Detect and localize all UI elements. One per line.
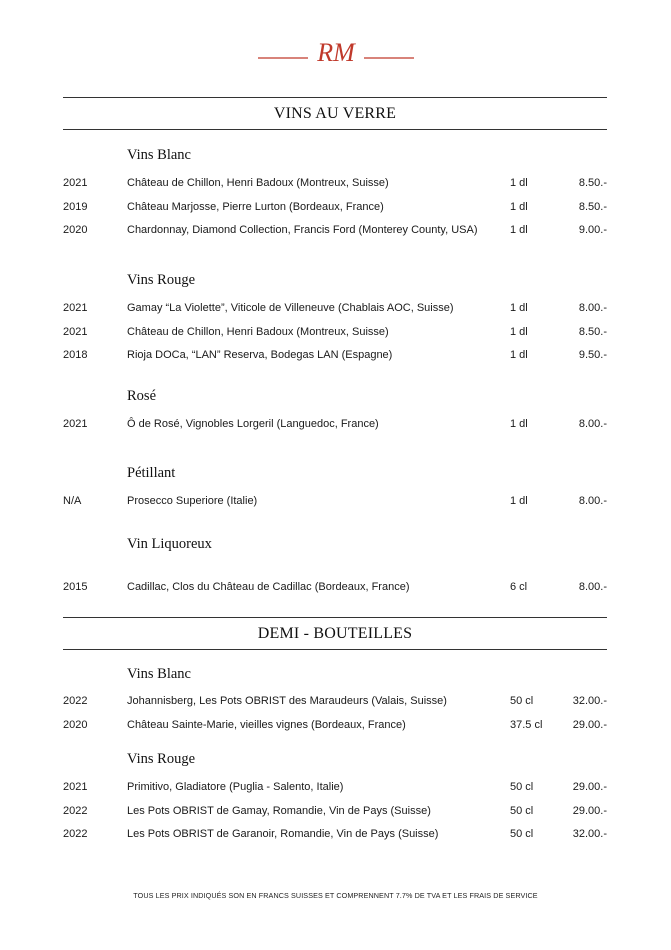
restaurant-logo [0, 34, 671, 74]
wine-quantity: 50 cl [510, 695, 534, 707]
wine-row [63, 781, 607, 799]
wine-year: 2022 [63, 695, 88, 707]
wine-row [63, 581, 607, 599]
wine-quantity: 6 cl [510, 581, 528, 593]
wine-quantity: 50 cl [510, 805, 534, 817]
wine-row [63, 805, 607, 823]
category-title: Vins Blanc [127, 666, 191, 682]
wine-name: Primitivo, Gladiatore (Puglia - Salento, Italie) [127, 781, 344, 793]
section-header-vins-au-verre: VINS AU VERRE [63, 97, 607, 130]
wine-name: Château Sainte-Marie, vieilles vignes (Bordeaux, France) [127, 719, 406, 731]
wine-quantity: 1 dl [510, 349, 528, 361]
wine-name: Johannisberg, Les Pots OBRIST des Maraudeurs (Valais, Suisse) [127, 695, 447, 707]
wine-quantity: 50 cl [510, 781, 534, 793]
category-title: Rosé [127, 388, 156, 404]
wine-year: 2020 [63, 224, 88, 236]
wine-quantity: 1 dl [510, 201, 528, 213]
wine-row [63, 695, 607, 713]
wine-price: 32.00.- [572, 828, 607, 840]
wine-price: 8.00.- [578, 581, 607, 593]
wine-year: 2019 [63, 201, 88, 213]
wine-price: 8.00.- [578, 495, 607, 507]
wine-price: 8.00.- [578, 418, 607, 430]
wine-name: Château de Chillon, Henri Badoux (Montreux, Suisse) [127, 177, 389, 189]
wine-name: Cadillac, Clos du Château de Cadillac (Bordeaux, France) [127, 581, 410, 593]
wine-price: 32.00.- [572, 695, 607, 707]
wine-name: Château Marjosse, Pierre Lurton (Bordeaux, France) [127, 201, 384, 213]
wine-row [63, 302, 607, 320]
wine-year: 2018 [63, 349, 88, 361]
wine-quantity: 1 dl [510, 177, 528, 189]
wine-quantity: 1 dl [510, 326, 528, 338]
wine-year: 2022 [63, 828, 88, 840]
category-title: Vins Rouge [127, 272, 196, 288]
wine-row [63, 326, 607, 344]
wine-year: 2021 [63, 326, 88, 338]
wine-price: 29.00.- [572, 719, 607, 731]
wine-name: Chardonnay, Diamond Collection, Francis Ford (Monterey County, USA) [127, 224, 478, 236]
wine-year: 2021 [63, 302, 88, 314]
wine-name: Rioja DOCa, “LAN” Reserva, Bodegas LAN (Espagne) [127, 349, 393, 361]
wine-row [63, 177, 607, 195]
wine-price: 8.00.- [578, 302, 607, 314]
category-title: Vins Blanc [127, 147, 191, 163]
wine-name: Les Pots OBRIST de Gamay, Romandie, Vin de Pays (Suisse) [127, 805, 431, 817]
wine-year: N/A [63, 495, 82, 507]
wine-price: 9.00.- [578, 224, 607, 236]
logo-monogram: RM [316, 38, 355, 67]
price-disclaimer: TOUS LES PRIX INDIQUÉS SON EN FRANCS SUISSES ET COMPRENNENT 7.7% DE TVA ET LES FRAIS DE SERVICE [133, 891, 538, 900]
wine-row [63, 418, 607, 436]
wine-price: 8.50.- [578, 201, 607, 213]
wine-row [63, 349, 607, 367]
wine-name: Ô de Rosé, Vignobles Lorgeril (Languedoc, France) [127, 418, 379, 430]
wine-quantity: 1 dl [510, 302, 528, 314]
wine-quantity: 37.5 cl [510, 719, 543, 731]
wine-name: Gamay “La Violette”, Viticole de Villeneuve (Chablais AOC, Suisse) [127, 302, 454, 314]
wine-price: 29.00.- [572, 781, 607, 793]
wine-quantity: 1 dl [510, 418, 528, 430]
wine-year: 2022 [63, 805, 88, 817]
wine-name: Prosecco Superiore (Italie) [127, 495, 258, 507]
wine-year: 2015 [63, 581, 88, 593]
wine-year: 2021 [63, 177, 88, 189]
wine-year: 2021 [63, 418, 88, 430]
wine-quantity: 1 dl [510, 224, 528, 236]
category-title: Vins Rouge [127, 751, 196, 767]
wine-year: 2020 [63, 719, 88, 731]
wine-price: 9.50.- [578, 349, 607, 361]
section-header-demi-bouteilles: DEMI - BOUTEILLES [63, 617, 607, 650]
wine-price: 29.00.- [572, 805, 607, 817]
wine-name: Château de Chillon, Henri Badoux (Montreux, Suisse) [127, 326, 389, 338]
wine-price: 8.50.- [578, 326, 607, 338]
wine-price: 8.50.- [578, 177, 607, 189]
wine-year: 2021 [63, 781, 88, 793]
category-title: Vin Liquoreux [127, 536, 212, 552]
wine-row [63, 201, 607, 219]
wine-quantity: 50 cl [510, 828, 534, 840]
wine-name: Les Pots OBRIST de Garanoir, Romandie, Vin de Pays (Suisse) [127, 828, 439, 840]
wine-quantity: 1 dl [510, 495, 528, 507]
wine-row [63, 828, 607, 846]
wine-row [63, 495, 607, 513]
category-title: Pétillant [127, 465, 176, 481]
wine-row [63, 719, 607, 737]
wine-row [63, 224, 607, 242]
